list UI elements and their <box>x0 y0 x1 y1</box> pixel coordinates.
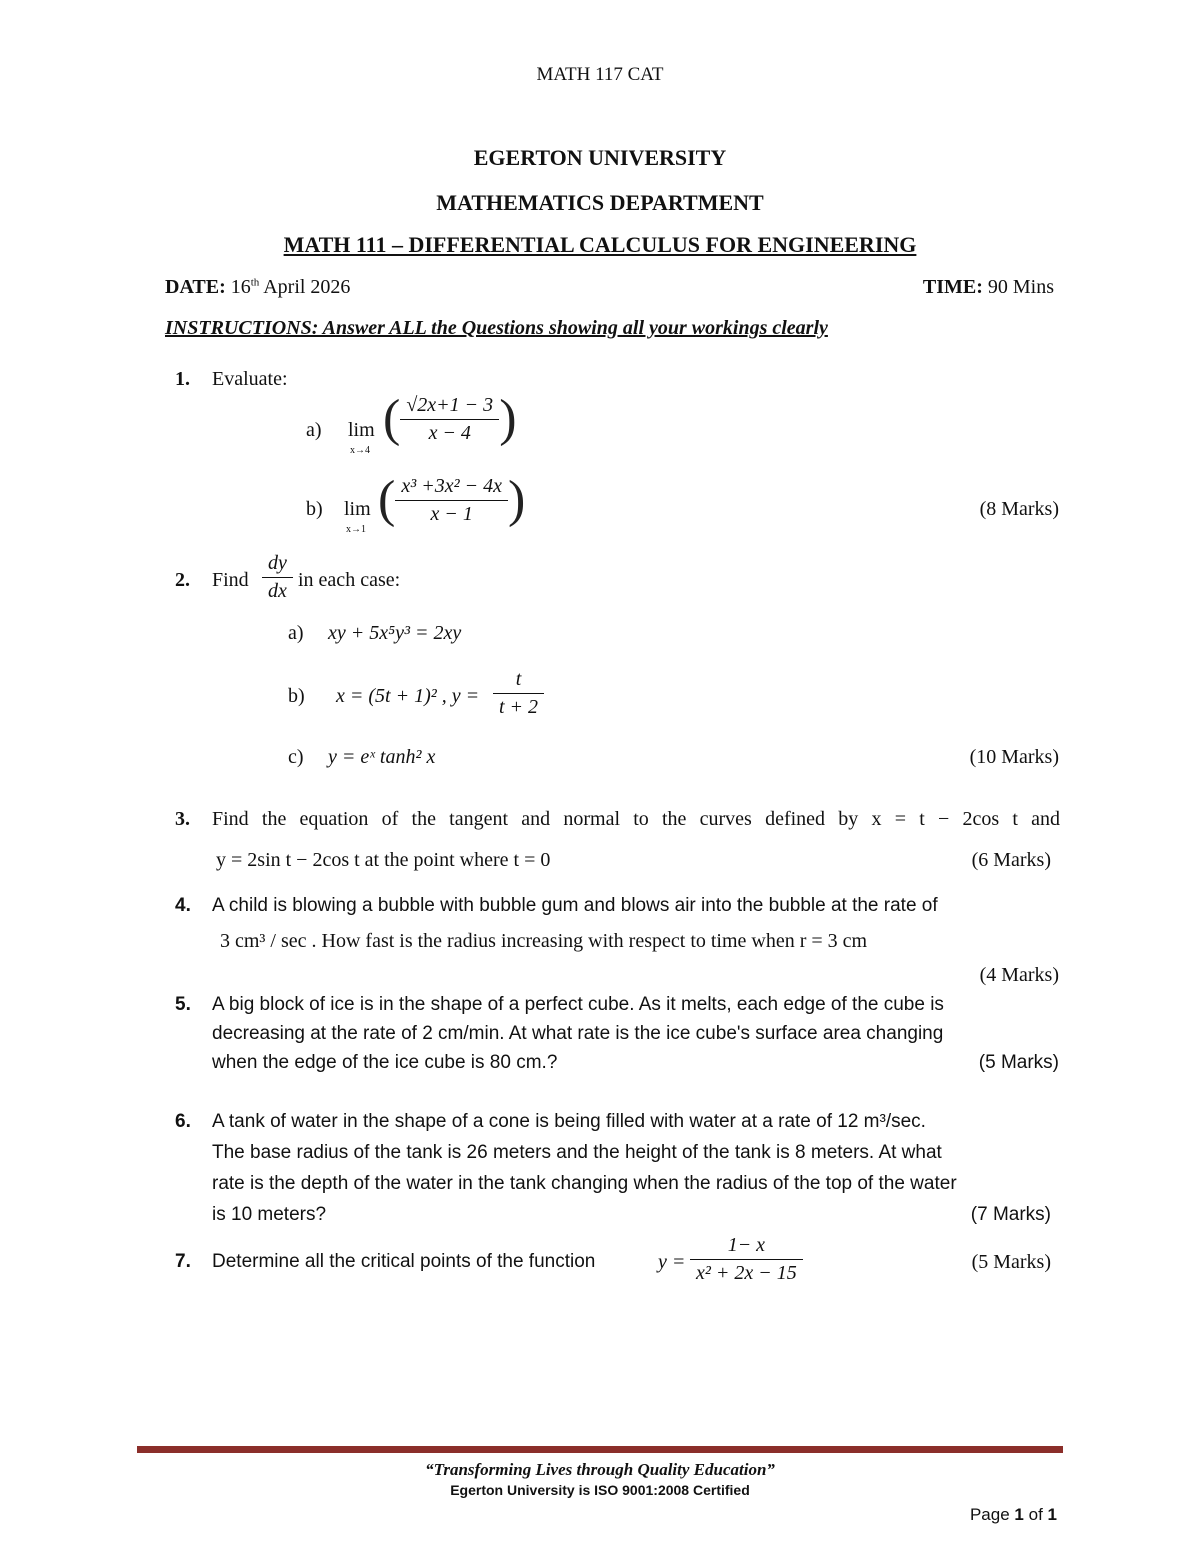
q2b-numerator: t <box>493 668 544 694</box>
q1b-lim: lim <box>344 498 371 520</box>
q1b-limit <box>344 498 371 535</box>
q3-number: 3. <box>175 808 190 830</box>
q1b-label: b) <box>306 498 323 520</box>
q2a-equation: xy + 5x⁵y³ = 2xy <box>328 622 462 644</box>
exam-date <box>165 276 350 299</box>
q2c-label: c) <box>288 746 304 768</box>
page-of: of <box>1028 1505 1043 1524</box>
q1b-numerator: x³ +3x² − 4x <box>395 475 508 501</box>
q2c-equation: y = eˣ tanh² x <box>328 746 436 768</box>
q1a-limit <box>348 419 375 456</box>
q5-line1: A big block of ice is in the shape of a perfect cube. As it melts, each edge of the cube is <box>212 994 944 1015</box>
time-label: TIME: <box>922 276 983 298</box>
university-title: EGERTON UNIVERSITY <box>473 145 727 170</box>
q7-text: Determine all the critical points of the function <box>212 1251 596 1272</box>
page-current: 1 <box>1014 1505 1024 1524</box>
q1b-denominator: x − 1 <box>430 502 473 525</box>
dy-dx-fraction <box>262 552 293 603</box>
q1a-denominator: x − 4 <box>428 421 471 444</box>
q5-number: 5. <box>175 994 191 1015</box>
q3-line2: y = 2sin t − 2cos t at the point where t = 0 <box>216 849 551 871</box>
left-paren: ( <box>378 471 396 528</box>
q4-number: 4. <box>175 895 191 916</box>
q2-text: in each case: <box>298 569 401 591</box>
q2b-equation: x = (5t + 1)² , y = <box>336 685 480 707</box>
instructions: INSTRUCTIONS: Answer ALL the Questions showing all your workings clearly <box>165 317 828 339</box>
dy: dy <box>262 552 293 578</box>
q7-y-eq: y = <box>658 1251 686 1273</box>
q7-numerator: 1− x <box>690 1234 803 1260</box>
q1-number: 1. <box>175 368 190 390</box>
q5-line2: decreasing at the rate of 2 cm/min. At what rate is the ice cube's surface area changing <box>212 1023 944 1044</box>
q3-line1: Find the equation of the tangent and normal to the curves defined by x = t − 2cos t and <box>212 808 1060 830</box>
q1b-fraction <box>395 475 508 526</box>
q6-line3: rate is the depth of the water in the tank changing when the radius of the top of the water <box>212 1173 957 1194</box>
course-title: MATH 111 – DIFFERENTIAL CALCULUS FOR ENGINEERING <box>283 232 917 257</box>
q4-marks: (4 Marks) <box>979 964 1059 986</box>
q2-find: Find <box>212 569 249 591</box>
q6-line1: A tank of water in the shape of a cone is being filled with water at a rate of 12 m³/sec. <box>212 1111 926 1132</box>
q7-denominator: x² + 2x − 15 <box>696 1262 797 1284</box>
q2-marks: (10 Marks) <box>969 746 1059 768</box>
right-paren: ) <box>499 390 517 447</box>
q7-fraction <box>690 1234 803 1285</box>
q5-line3: when the edge of the ice cube is 80 cm.? <box>212 1052 558 1073</box>
running-header: MATH 117 CAT <box>536 64 664 85</box>
q2-number: 2. <box>175 569 190 591</box>
left-paren: ( <box>383 390 401 447</box>
page-label: Page <box>969 1505 1010 1524</box>
q4-line2: 3 cm³ / sec . How fast is the radius increasing with respect to time when r = 3 cm <box>220 930 868 952</box>
q1a-lim-sub: x→4 <box>350 445 370 456</box>
department-title: MATHEMATICS DEPARTMENT <box>436 190 764 215</box>
q6-line2: The base radius of the tank is 26 meters and the height of the tank is 8 meters. At what <box>212 1142 942 1163</box>
date-rest: April 2026 <box>259 276 351 298</box>
q1-text: Evaluate: <box>212 368 288 390</box>
q2b-denominator: t + 2 <box>499 696 539 718</box>
date-sup: th <box>250 276 260 289</box>
q1a-fraction <box>400 394 499 445</box>
page-number <box>970 1505 1057 1525</box>
time-value: 90 Mins <box>987 276 1054 298</box>
date-label: DATE: <box>165 276 226 298</box>
q2b-fraction-wrap <box>493 668 544 719</box>
dx: dx <box>268 580 287 602</box>
date-day: 16 <box>230 276 251 298</box>
footer-motto: “Transforming Lives through Quality Education” <box>425 1460 775 1479</box>
q2b-label: b) <box>288 685 305 707</box>
q7-number: 7. <box>175 1251 191 1272</box>
q7-marks: (5 Marks) <box>971 1251 1051 1273</box>
q6-number: 6. <box>175 1111 191 1132</box>
q2a-label: a) <box>288 622 304 644</box>
q1a-expression <box>383 390 517 447</box>
q7-fraction-wrap <box>690 1234 803 1285</box>
right-paren: ) <box>507 471 526 528</box>
q1-marks: (8 Marks) <box>979 498 1059 520</box>
footer-iso: Egerton University is ISO 9001:2008 Certified <box>450 1482 750 1498</box>
q2b-fraction <box>493 668 544 719</box>
q1a-label: a) <box>306 419 322 441</box>
page-total: 1 <box>1047 1505 1057 1524</box>
q1a-lim: lim <box>348 419 375 441</box>
q4-line1: A child is blowing a bubble with bubble gum and blows air into the bubble at the rate of <box>212 895 938 916</box>
footer-divider <box>137 1446 1063 1453</box>
q6-marks: (7 Marks) <box>970 1204 1051 1225</box>
q2-derivative <box>262 552 293 603</box>
q6-line4: is 10 meters? <box>212 1204 327 1225</box>
q1b-expression <box>378 471 526 528</box>
q3-marks: (6 Marks) <box>971 849 1051 871</box>
q1b-lim-sub: x→1 <box>346 524 366 535</box>
exam-time <box>923 276 1054 299</box>
q1a-numerator: √2x+1 − 3 <box>400 394 499 420</box>
q5-marks: (5 Marks) <box>978 1052 1059 1073</box>
